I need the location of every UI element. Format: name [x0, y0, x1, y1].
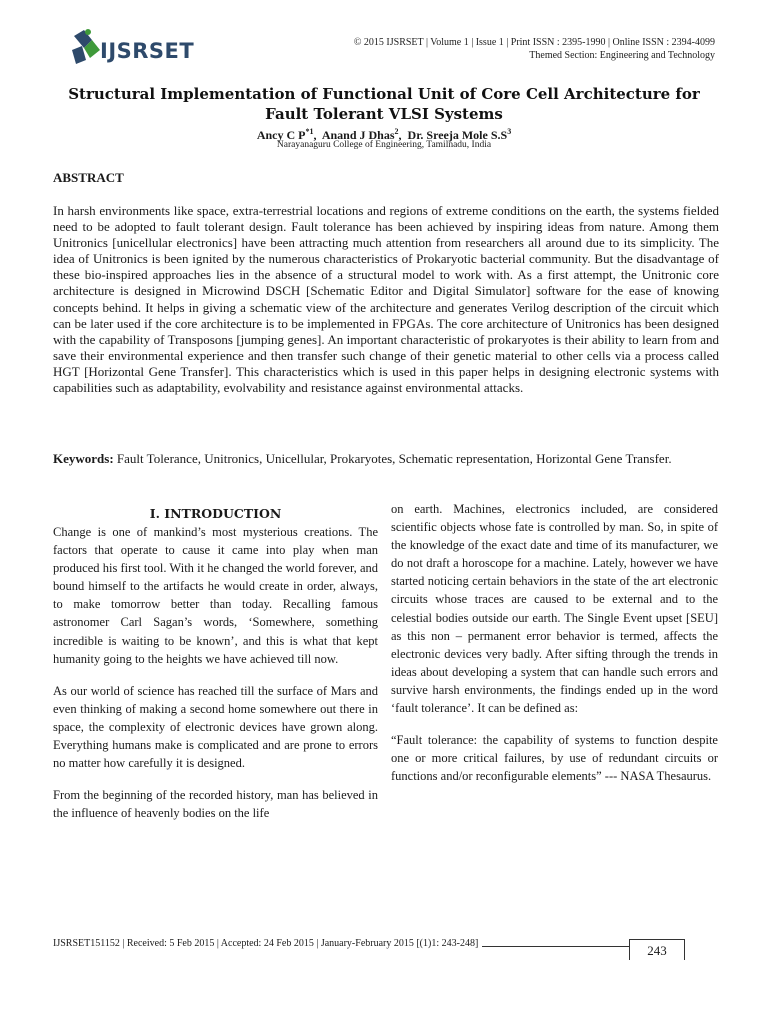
- section-heading-introduction: I. INTRODUCTION: [149, 506, 282, 521]
- paragraph: From the beginning of the recorded history, man has believed in the influence of heavenly bodies on the life: [53, 788, 378, 821]
- author-name: Ancy C P: [256, 128, 306, 142]
- author-name: Anand J Dhas: [321, 128, 395, 142]
- keywords: [53, 450, 713, 467]
- journal-logo: [70, 26, 195, 68]
- footer-citation: IJSRSET151152 | Received: 5 Feb 2015 | Accepted: 24 Feb 2015 | January-February 2015 [(1)1: 243-248]: [53, 938, 482, 949]
- paragraph: As our world of science has reached till the surface of Mars and even thinking of making a second home somewhere out there in space, the complexity of electronic devices have grown along. Everything humans make is complicated and are prone to errors no matter how carefully it is designed.: [53, 683, 378, 771]
- keywords-text: Fault Tolerance, Unitronics, Unicellular, Prokaryotes, Schematic representation, Horizontal Gene Transfer.: [113, 451, 672, 466]
- right-column: [391, 500, 718, 799]
- author-affiliation: Narayanaguru College of Engineering, Tamilnadu, India: [276, 140, 492, 150]
- themed-section: Themed Section: Engineering and Technology: [529, 50, 715, 61]
- paragraph: on earth. Machines, electronics included, are considered scientific objects whose fate is controlled by man. So, in spite of the knowledge of the exact date and time of its manufacturer, we do not draft a horoscope for a machine. Lately, however we have started noticing certain behaviors in the state of the art electronic circuits whose traces are caused to be external and to the celestial bodies outside our earth. The Single Event upset [SEU] as this non – permanent error behavior is termed, affects the electronic devices very badly. After sifting through the trends in ideas about developing a system that can handle such errors and survive harsh environments, the findings ended up in the word ‘fault tolerance’. It can be defined as:: [391, 502, 718, 716]
- left-column: [53, 523, 378, 836]
- author-mark: *1: [305, 127, 314, 136]
- journal-meta: [354, 36, 715, 62]
- journal-issue-info: © 2015 IJSRSET | Volume 1 | Issue 1 | Print ISSN : 2395-1990 | Online ISSN : 2394-4099: [353, 37, 715, 48]
- paper-title-line1: Structural Implementation of Functional Unit of Core Cell Architecture for: [68, 85, 700, 103]
- quote-paragraph: “Fault tolerance: the capability of systems to function despite one or more critical failures, by use of redundant circuits or functions and/or reconfigurable elements” --- NASA Thesaurus.: [391, 733, 718, 784]
- page-number: 243: [629, 939, 685, 960]
- author-list: Ancy C $P^{*1}$, Anand J Dhas$^2$, Dr. Sreeja Mole $S.S^3$: [256, 127, 512, 142]
- paragraph: Change is one of mankind’s most mysterious creations. The factors that operate to cause it came into play when man produced his first tool. With it he changed the world forever, and bound himself to the artifacts he would create in order, always, to make tomorrow better than today. Recalling famous astronomer Carl Sagan’s words, ‘Somewhere, something incredible is waiting to be known’, and this is what that kept humanity going to the heights we have achieved till now.: [53, 525, 378, 666]
- paper-title: [40, 84, 728, 124]
- author-mark: 3: [507, 127, 512, 136]
- paper-title-line2: Fault Tolerant VLSI Systems: [265, 105, 503, 123]
- logo-text: IJSRSET: [100, 39, 195, 63]
- author-name: Dr. Sreeja Mole S.S: [407, 128, 508, 142]
- author-mark: 2: [394, 127, 399, 136]
- keywords-label: Keywords:: [53, 451, 114, 466]
- abstract-text: In harsh environments like space, extra-terrestrial locations and regions of extreme conditions on the earth, the systems fielded need to be adopted to fault tolerant design. Fault tolerance has been achieved by inspiring ideas from nature. Among them Unitronics [unicellular electronics] have been attracting much attention from researchers all around due to its simplicity. The idea of Unitronics is been ignited by the numerous characteristics of Prokaryotic bacterial community. But the disadvantage of these bio-inspired approaches lies in the absence of a structural model to work with. As a first attempt, the Unitronic core architecture is designed in Microwind DSCH [Schematic Editor and Digital Simulator] software for the ease of knowing concepts behind. It helps in giving a schematic view of the architecture and generates Verilog description of the circuit which can be later used if the core architecture is to be implemented in FPGAs. The core architecture of Unitronics has been designed with the capability of Transposons [jumping genes]. An important characteristic of prokaryotes is their ability to learn from and save their environmental experience and then transfer such change of their genetic material to other cells via a process called HGT [Horizontal Gene Transfer]. This characteristics which is used in this paper helps in designing electronic systems with capabilities such as adaptability, evolvability and resistance against environmental attacks.: [53, 203, 719, 396]
- abstract-heading: ABSTRACT: [53, 170, 124, 185]
